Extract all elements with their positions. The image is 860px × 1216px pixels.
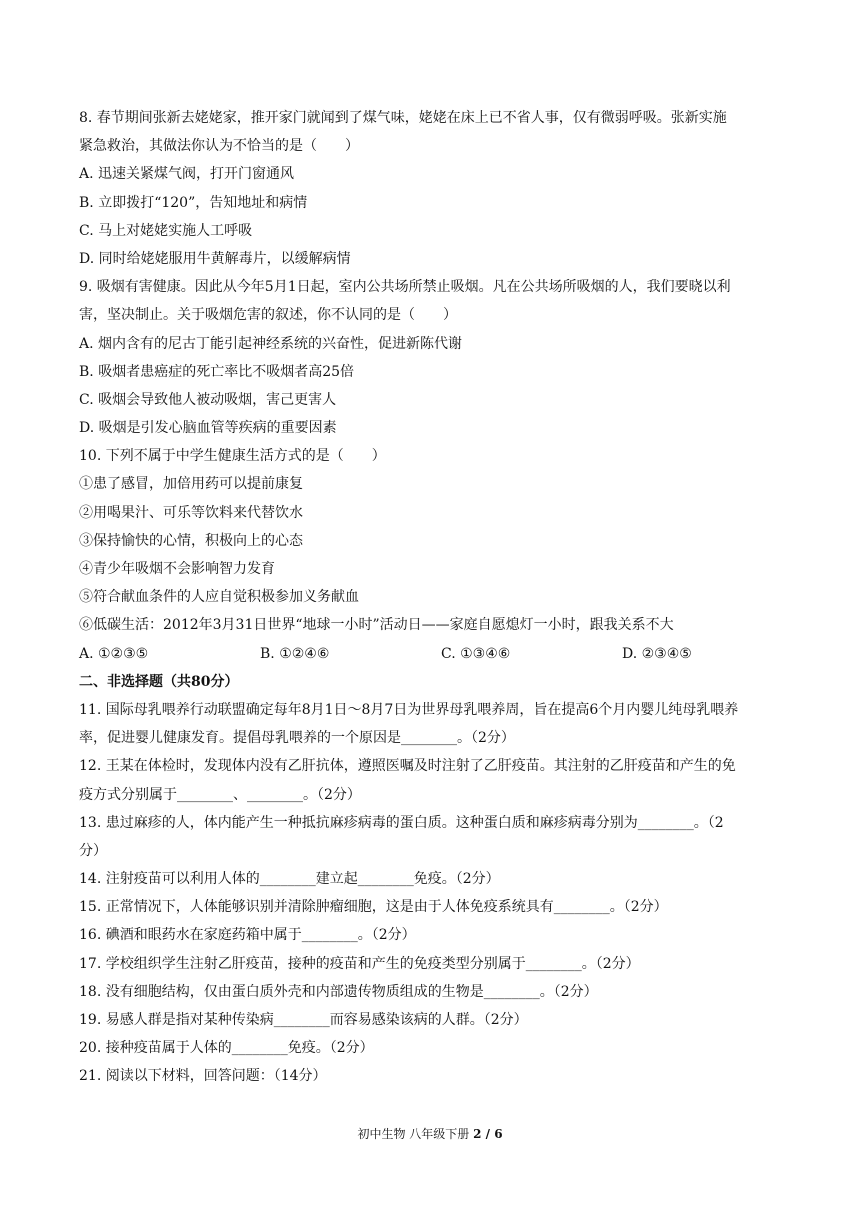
question-14: 14. 注射疫苗可以利用人体的________建立起________免疫。（2分） [79, 871, 500, 888]
list-item: ①患了感冒，加倍用药可以提前康复 [79, 476, 303, 493]
question-13-cont: 分） [79, 842, 107, 859]
question-stem: 8. 春节期间张新去姥姥家，推开家门就闻到了煤气味，姥姥在床上已不省人事，仅有微弱呼吸。张新实施 [79, 110, 727, 126]
list-item: ②用喝果汁、可乐等饮料来代替饮水 [79, 504, 303, 521]
option-b: B. 立即拨打“120”，告知地址和病情 [79, 194, 308, 211]
list-item: ④青少年吸烟不会影响智力发育 [79, 561, 275, 577]
option-d: D. 同时给姥姥服用牛黄解毒片，以缓解病情 [79, 250, 351, 267]
question-10 [79, 442, 784, 668]
question-stem: 9. 吸烟有害健康。因此从今年5月1日起，室内公共场所禁止吸烟。凡在公共场所吸烟的人，我们要晓以利 [79, 279, 731, 296]
question-15: 15. 正常情况下，人体能够识别并清除肿瘤细胞，这是由于人体免疫系统具有________。（2分） [79, 899, 668, 916]
list-item: ③保持愉快的心情，积极向上的心态 [79, 532, 303, 549]
option-d: D. 吸烟是引发心脑血管等疾病的重要因素 [79, 420, 337, 437]
page-number: 2 / 6 [473, 1127, 503, 1141]
question-18: 18. 没有细胞结构，仅由蛋白质外壳和内部遗传物质组成的生物是________。（2分） [79, 983, 598, 1000]
question-stem: 10. 下列不属于中学生健康生活方式的是（ ） [79, 448, 386, 465]
page-footer [0, 1126, 860, 1142]
question-17: 17. 学校组织学生注射乙肝疫苗，接种的疫苗和产生的免疫类型分别属于________。（2分） [79, 955, 640, 972]
option-a: A. 烟内含有的尼古丁能引起神经系统的兴奋性，促进新陈代谢 [79, 335, 463, 352]
fill-in-questions [79, 696, 784, 1091]
question-12: 12. 王某在体检时，发现体内没有乙肝抗体，遵照医嘱及时注射了乙肝疫苗。其注射的乙肝疫苗和产生的免 [79, 758, 736, 775]
question-12-cont: 疫方式分别属于________、________。（2分） [79, 786, 361, 803]
question-21: 21. 阅读以下材料，回答问题：（14分） [79, 1068, 327, 1085]
option-c: C. ①③④⑥ [441, 645, 511, 662]
list-item: ⑥低碳生活：2012年3月31日世界“地球一小时”活动日——家庭自愿熄灯一小时，跟我关系不大 [79, 617, 674, 634]
question-16: 16. 碘酒和眼药水在家庭药箱中属于________。（2分） [79, 927, 416, 944]
section-heading: 二、非选择题（共80分） [79, 673, 239, 690]
option-c: C. 吸烟会导致他人被动吸烟，害己更害人 [79, 391, 337, 408]
question-9 [79, 273, 784, 442]
question-19: 19. 易感人群是指对某种传染病________而容易感染该病的人群。（2分） [79, 1012, 528, 1028]
option-c: C. 马上对姥姥实施人工呼吸 [79, 222, 253, 239]
question-13: 13. 患过麻疹的人，体内能产生一种抵抗麻疹病毒的蛋白质。这种蛋白质和麻疹病毒分别为________。（2 [79, 814, 724, 831]
question-8 [79, 104, 784, 273]
footer-subject: 初中生物 [357, 1127, 406, 1141]
question-11: 11. 国际母乳喂养行动联盟确定每年8月1日～8月7日为世界母乳喂养周，旨在提高6个月内婴儿纯母乳喂养 [79, 701, 739, 718]
option-b: B. ①②④⑥ [260, 645, 330, 662]
list-item: ⑤符合献血条件的人应自觉积极参加义务献血 [79, 589, 359, 606]
footer-grade: 八年级下册 [409, 1127, 470, 1141]
option-a: A. ①②③⑤ [79, 645, 149, 662]
option-a: A. 迅速关紧煤气阀，打开门窗通风 [79, 166, 295, 183]
option-d: D. ②③④⑤ [622, 645, 692, 662]
option-row [79, 640, 784, 668]
question-20: 20. 接种疫苗属于人体的________免疫。（2分） [79, 1040, 374, 1057]
question-stem: 紧急救治，其做法你认为不恰当的是（ ） [79, 138, 359, 155]
question-11-cont: 率，促进婴儿健康发育。提倡母乳喂养的一个原因是________。（2分） [79, 730, 515, 747]
page-content [79, 104, 784, 1091]
question-stem: 害，坚决制止。关于吸烟危害的叙述，你不认同的是（ ） [79, 307, 457, 324]
option-b: B. 吸烟者患癌症的死亡率比不吸烟者高25倍 [79, 363, 355, 380]
